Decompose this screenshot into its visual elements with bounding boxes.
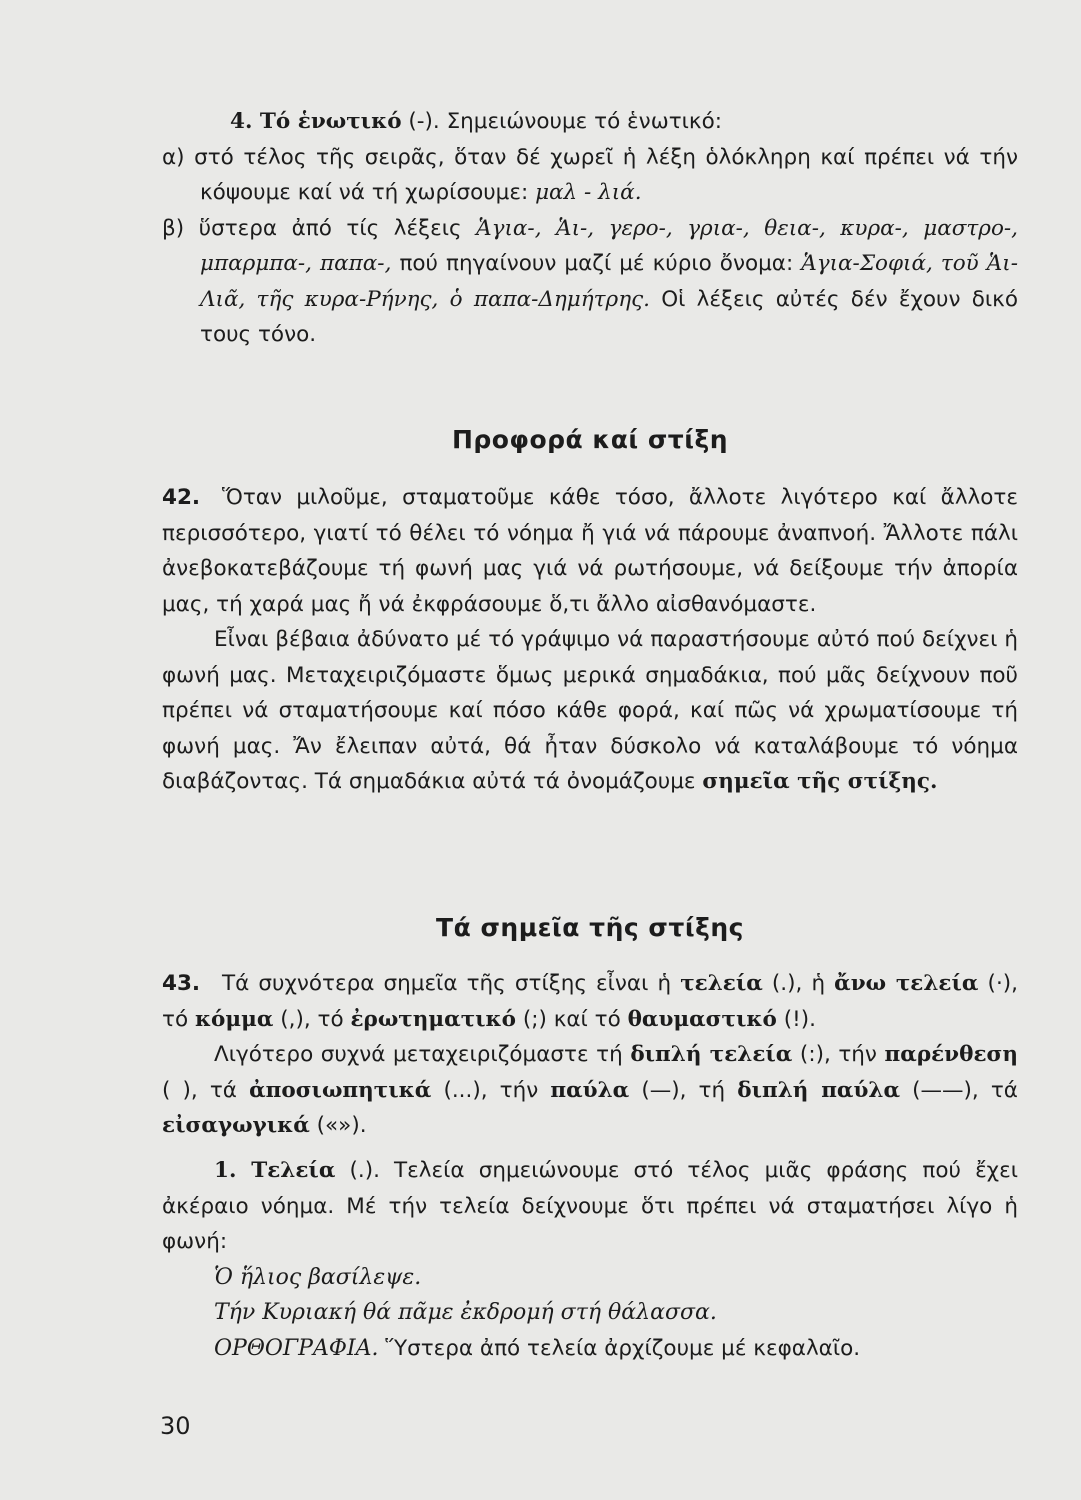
rule-a bbox=[162, 140, 1018, 211]
term-parenthesi: παρένθεση bbox=[884, 1042, 1018, 1067]
term-ano-teleia: ἄνω τελεία bbox=[834, 971, 979, 996]
orthography-text: Ὕστερα ἀπό τελεία ἀρχίζουμε μέ κεφαλαῖο. bbox=[378, 1335, 861, 1361]
rule-b-examples: Ἁγια-Σοφιά, τοῦ Ἁι-Λιᾶ, τῆς κυρα-Ρήνης, ὁ παπα-Δημήτρης. bbox=[200, 251, 1018, 312]
paragraph-42-body2: Εἶναι βέβαια ἀδύνατο μέ τό γράψιμο νά παραστήσουμε αὐτό πού δείχνει ἡ φωνή μας. Μεταχειριζόμαστε ὅμως μερικά σημαδάκια, πού μᾶς δείχνουν ποῦ πρέπει νά σταματήσουμε καί πόσο κάθε φορά, καί πῶς νά χρωματίσουμε τή φωνή μας. Ἄν ἔλειπαν αὐτά, θά ἦταν δύσκολο νά καταλάβουμε τό νόημα διαβάζοντας. Τά σημαδάκια αὐτά τά ὀνομάζουμε bbox=[162, 627, 1018, 794]
paragraph-number: 42. bbox=[162, 485, 201, 510]
rule-a-text: α) στό τέλος τῆς σειρᾶς, ὅταν δέ χωρεῖ ἡ λέξη ὁλόκληρη καί πρέπει νά τήν κόψουμε καί νά τή χωρίσουμε: bbox=[162, 144, 1018, 205]
paragraph-42-text bbox=[162, 480, 1018, 622]
text-run: (!). bbox=[776, 1006, 816, 1032]
paragraph-42-cont bbox=[162, 622, 1018, 800]
text-run: (.), ἡ bbox=[762, 971, 835, 996]
paragraph-42 bbox=[162, 480, 1018, 800]
section-period bbox=[162, 1153, 1018, 1366]
paragraph-43 bbox=[162, 966, 1018, 1144]
text-run: (:), τήν bbox=[792, 1042, 885, 1067]
paragraph-number: 43. bbox=[162, 971, 201, 996]
section-hyphen bbox=[162, 104, 1018, 353]
period-text: Τελεία σημειώνουμε στό τέλος μιᾶς φράσης πού ἔχει ἀκέραιο νόημα. Μέ τήν τελεία δείχνουμε ὅτι πρέπει νά σταματήσει λίγο ἡ φωνή: bbox=[162, 1158, 1019, 1254]
paragraph-43-text bbox=[162, 966, 1018, 1037]
text-run: (——), τά bbox=[900, 1077, 1018, 1103]
term-thaumastiko: θαυμαστικό bbox=[627, 1006, 777, 1032]
term-erotimatiko: ἐρωτηματικό bbox=[350, 1006, 517, 1032]
rule-b-mid: πού πηγαίνουν μαζί μέ κύριο ὄνομα: bbox=[391, 251, 802, 276]
term-punctuation-marks: σημεῖα τῆς στίξης. bbox=[702, 769, 938, 794]
term-dipli-teleia: διπλή τελεία bbox=[630, 1042, 793, 1067]
text-run: ( ), τά bbox=[162, 1077, 250, 1103]
text-run: (—), τή bbox=[629, 1077, 738, 1103]
text-run: (,), τό bbox=[273, 1006, 351, 1032]
rule-b-end: Οἱ λέξεις αὐτές δέν ἔχουν δικό τους τόνο. bbox=[200, 286, 1018, 347]
rule-b-prefixes: Ἁγια-, Ἁι-, γερο-, γρια-, θεια-, κυρα-, μαστρο-, μπαρμπα-, παπα-, bbox=[200, 215, 1018, 276]
text-run: Τά συχνότερα σημεῖα τῆς στίξης εἶναι ἡ bbox=[222, 971, 681, 996]
paragraph-42-body: Ὅταν μιλοῦμε, σταματοῦμε κάθε τόσο, ἄλλοτε λιγότερο καί ἄλλοτε περισσότερο, γιατί τό θέλει τό νόημα ἤ γιά νά πάρουμε ἀναπνοή. Ἄλλοτε πάλι ἀνεβοκατεβάζουμε τή φωνή μας γιά νά ρωτήσουμε, νά δείξουμε τήν ἀπορία μας, τή χαρά μας ἤ νά ἐκφράσουμε ὅ,τι ἄλλο αἰσθανόμαστε. bbox=[162, 485, 1018, 617]
page-number: 30 bbox=[160, 1412, 191, 1440]
example-text: Ὁ ἥλιος βασίλεψε. bbox=[214, 1264, 422, 1290]
text-run: (·), τό bbox=[162, 971, 1018, 1032]
hyphen-symbol: (-). bbox=[408, 109, 440, 134]
text-run: Λιγότερο συχνά μεταχειριζόμαστε τή bbox=[214, 1042, 631, 1067]
section-title-line bbox=[230, 104, 1018, 140]
rule-a-example: μαλ - λιά. bbox=[535, 180, 642, 205]
text-run: (;) καί τό bbox=[516, 1006, 628, 1032]
section-title: 4. Τό ἑνωτικό bbox=[230, 109, 402, 134]
period-definition bbox=[162, 1153, 1018, 1260]
example-2 bbox=[162, 1295, 1018, 1331]
term-teleia: τελεία bbox=[680, 971, 763, 996]
term-komma: κόμμα bbox=[194, 1006, 274, 1032]
heading-pronunciation-punctuation: Προφορά καί στίξη bbox=[451, 425, 729, 454]
example-text: Τήν Κυριακή θά πᾶμε ἐκδρομή στή θάλασσα. bbox=[214, 1300, 717, 1325]
section-intro: Σημειώνουμε τό ἑνωτικό: bbox=[439, 109, 722, 134]
paragraph-43-less-common bbox=[162, 1037, 1018, 1144]
example-1 bbox=[162, 1260, 1018, 1296]
orthography-note bbox=[162, 1331, 1018, 1367]
orthography-label: ΟΡΘΟΓΡΑΦΙΑ. bbox=[214, 1335, 379, 1361]
term-aposiopitika: ἀποσιωπητικά bbox=[249, 1077, 432, 1103]
period-title: 1. Τελεία bbox=[214, 1158, 336, 1183]
term-paula: παύλα bbox=[550, 1077, 630, 1103]
term-eisagogika: εἰσαγωγικά bbox=[162, 1113, 310, 1138]
text-run: («»). bbox=[309, 1113, 367, 1138]
text-run: (.). bbox=[335, 1158, 380, 1183]
text-run: (...), τήν bbox=[431, 1077, 551, 1103]
rule-b bbox=[162, 211, 1018, 353]
rule-b-text: β) ὕστερα ἀπό τίς λέξεις bbox=[162, 215, 477, 241]
heading-punctuation-marks: Τά σημεῖα τῆς στίξης bbox=[436, 913, 744, 942]
term-dipli-paula: διπλή παύλα bbox=[737, 1077, 901, 1103]
